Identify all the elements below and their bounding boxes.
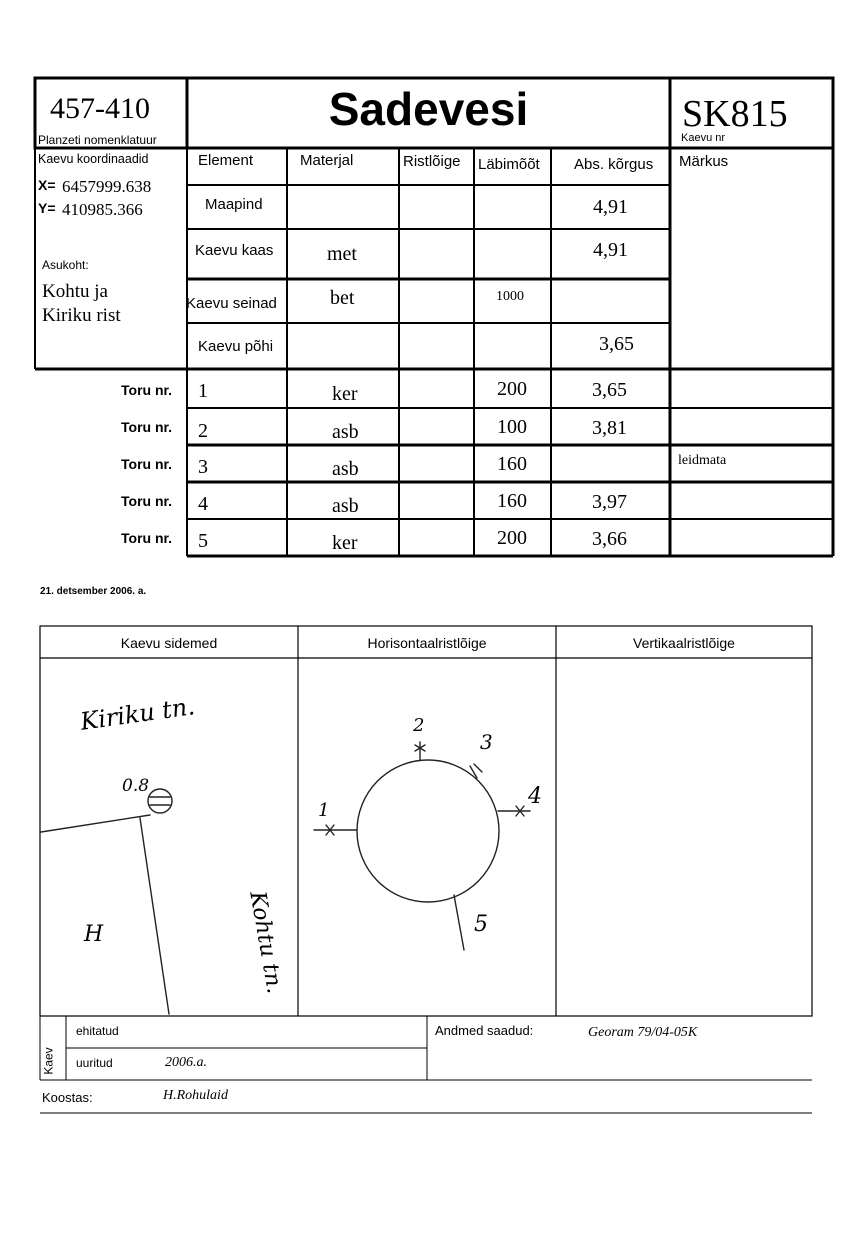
- col-abs-height: Abs. kõrgus: [574, 156, 654, 173]
- compiled-label: Koostas:: [42, 1090, 93, 1105]
- col-notes: Märkus: [679, 153, 729, 170]
- diameter-kaevu-seinad: 1000: [496, 289, 524, 304]
- pipe-height-1: 3,65: [592, 379, 627, 401]
- hand-pipe-3: 3: [480, 730, 493, 754]
- col-cross-section: Ristlõige: [403, 153, 461, 170]
- hand-pipe-2: 2: [413, 715, 425, 736]
- pipe-height-2: 3,81: [592, 417, 627, 439]
- pipe-height-5: 3,66: [592, 528, 627, 550]
- nomenclature-value: 457-410: [50, 92, 150, 125]
- pipe-label-1: Toru nr.: [121, 382, 173, 398]
- sketch-col-vertical: Vertikaalristlõige: [633, 635, 735, 651]
- element-kaevu-kaas: Kaevu kaas: [195, 242, 274, 259]
- pipe-no-2: 2: [198, 420, 208, 442]
- hand-street-kiriku: Kiriku tn.: [78, 692, 197, 736]
- surveyed-label: uuritud: [76, 1056, 113, 1070]
- street-line-kohtu: [140, 818, 169, 1014]
- material-kaevu-seinad: bet: [330, 287, 355, 309]
- document-date: 21. detsember 2006. a.: [40, 586, 147, 597]
- pipe-label-4: Toru nr.: [121, 493, 173, 509]
- pipe-note-3: leidmata: [678, 453, 727, 468]
- col-diameter: Läbimõõt: [478, 156, 540, 173]
- built-label: ehitatud: [76, 1024, 119, 1038]
- data-from-label: Andmed saadud:: [435, 1023, 534, 1038]
- sketch-col-connections: Kaevu sidemed: [120, 635, 218, 651]
- location-line-1: Kohtu ja: [42, 281, 108, 302]
- hand-pipe-5: 5: [474, 912, 488, 937]
- manhole-symbol: [148, 789, 172, 813]
- x-label: X=: [38, 177, 56, 193]
- pipe-material-3: asb: [332, 458, 359, 480]
- location-label: Asukoht:: [42, 258, 89, 272]
- pipe-diameter-5: 200: [497, 527, 527, 549]
- surveyed-value: 2006.a.: [165, 1055, 207, 1070]
- pipe-no-4: 4: [198, 493, 208, 515]
- compiled-value: H.Rohulaid: [163, 1088, 228, 1103]
- location-line-2: Kiriku rist: [42, 305, 121, 326]
- pipe-no-3: 3: [198, 456, 208, 478]
- pipe-label-5: Toru nr.: [121, 530, 173, 546]
- pipe-diameter-2: 100: [497, 416, 527, 438]
- height-maapind: 4,91: [593, 196, 628, 218]
- pipe-material-2: asb: [332, 421, 359, 443]
- pipe-5-line: [454, 895, 464, 950]
- material-kaevu-kaas: met: [327, 243, 357, 265]
- pipe-diameter-4: 160: [497, 490, 527, 512]
- y-label: Y=: [38, 200, 56, 216]
- element-maapind: Maapind: [205, 196, 263, 213]
- col-material: Materjal: [300, 152, 354, 169]
- element-kaevu-pohi: Kaevu põhi: [198, 338, 274, 355]
- pipe-no-5: 5: [198, 530, 208, 552]
- height-kaevu-kaas: 4,91: [593, 239, 628, 261]
- hand-pipe-4: 4: [528, 784, 542, 809]
- data-from-value: Georam 79/04-05K: [588, 1025, 698, 1040]
- hand-street-kohtu: Kohtu tn.: [244, 889, 287, 996]
- cross-section-drawing: [314, 742, 530, 950]
- pipe-material-5: ker: [332, 532, 358, 554]
- pipe-no-1: 1: [198, 380, 208, 402]
- pipe-diameter-1: 200: [497, 378, 527, 400]
- x-coordinate: 6457999.638: [62, 177, 152, 196]
- col-element: Element: [198, 152, 254, 169]
- well-number-label: Kaevu nr: [681, 132, 726, 144]
- pipe-height-4: 3,97: [592, 491, 627, 513]
- coords-label: Kaevu koordinaadid: [38, 152, 149, 166]
- pipe-material-4: asb: [332, 495, 359, 517]
- pipe-label-2: Toru nr.: [121, 419, 173, 435]
- hand-letter-h: H: [84, 922, 104, 947]
- page-title: Sadevesi: [328, 83, 529, 135]
- height-kaevu-pohi: 3,65: [599, 333, 634, 355]
- pipe-material-1: ker: [332, 383, 358, 405]
- well-circle: [357, 760, 499, 902]
- well-number-value: SK815: [682, 93, 788, 135]
- element-kaevu-seinad: Kaevu seinad: [186, 295, 277, 312]
- nomenclature-label: Planzeti nomenklatuur: [38, 133, 157, 147]
- hand-pipe-1: 1: [318, 800, 330, 821]
- y-coordinate: 410985.366: [62, 200, 143, 219]
- street-line-kiriku: [41, 815, 150, 832]
- kaev-label: Kaev: [41, 1047, 56, 1075]
- sketch-col-horizontal: Horisontaalristlõige: [367, 635, 487, 651]
- pipe-diameter-3: 160: [497, 453, 527, 475]
- pipe-label-3: Toru nr.: [121, 456, 173, 472]
- hand-mark: 0.8: [122, 776, 150, 796]
